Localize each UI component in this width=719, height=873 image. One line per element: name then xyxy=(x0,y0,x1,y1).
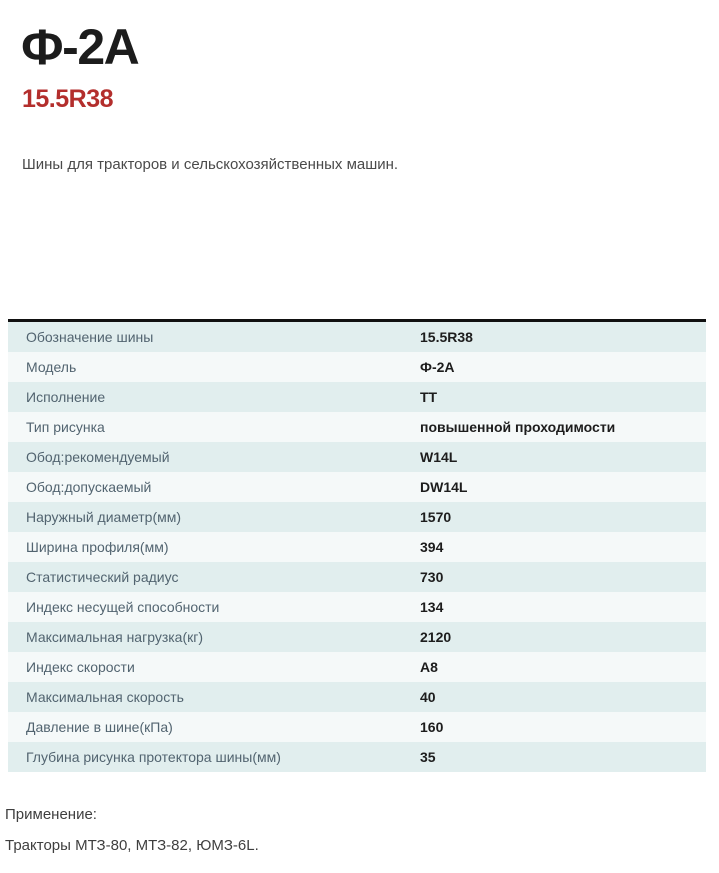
spec-value: DW14L xyxy=(420,479,468,495)
table-row xyxy=(8,532,706,562)
page-title: Ф-2А xyxy=(21,19,139,75)
image-placeholder xyxy=(22,185,422,305)
table-row xyxy=(8,442,706,472)
spec-label: Глубина рисунка протектора шины(мм) xyxy=(26,749,281,765)
spec-label: Тип рисунка xyxy=(26,419,105,435)
table-row xyxy=(8,412,706,442)
spec-value: 134 xyxy=(420,599,444,615)
table-row xyxy=(8,562,706,592)
table-row xyxy=(8,712,706,742)
spec-value: 1570 xyxy=(420,509,452,525)
spec-value: W14L xyxy=(420,449,458,465)
spec-label: Индекс скорости xyxy=(26,659,135,675)
spec-value: 394 xyxy=(420,539,444,555)
spec-value: 730 xyxy=(420,569,444,585)
spec-value: Ф-2А xyxy=(420,359,455,375)
spec-value: 40 xyxy=(420,689,436,705)
tire-size-label: 15.5R38 xyxy=(22,85,114,113)
table-row xyxy=(8,682,706,712)
spec-label: Максимальная нагрузка(кг) xyxy=(26,629,204,645)
spec-label: Модель xyxy=(26,359,77,375)
spec-label: Ширина профиля(мм) xyxy=(26,539,169,555)
table-row xyxy=(8,652,706,682)
table-row xyxy=(8,472,706,502)
spec-value: повышенной проходимости xyxy=(420,419,616,435)
spec-label: Индекс несущей способности xyxy=(26,599,220,615)
spec-label: Обод:допускаемый xyxy=(26,479,152,495)
table-row xyxy=(8,742,706,772)
application-heading: Применение: xyxy=(5,806,97,823)
product-description: Шины для тракторов и сельскохозяйственных машин. xyxy=(22,156,399,173)
spec-label: Исполнение xyxy=(26,389,106,405)
spec-value: 35 xyxy=(420,749,436,765)
spec-label: Статистический радиус xyxy=(26,569,179,585)
table-row xyxy=(8,592,706,622)
table-row xyxy=(8,622,706,652)
spec-label: Давление в шине(кПа) xyxy=(26,719,173,735)
spec-value: A8 xyxy=(420,659,438,675)
application-text: Тракторы МТЗ-80, МТЗ-82, ЮМЗ-6L. xyxy=(5,837,259,854)
spec-label: Обозначение шины xyxy=(26,329,154,345)
table-row xyxy=(8,352,706,382)
table-row xyxy=(8,322,706,352)
application-section xyxy=(5,806,259,854)
spec-value: 2120 xyxy=(420,629,452,645)
spec-label: Наружный диаметр(мм) xyxy=(26,509,182,525)
specs-table xyxy=(8,319,706,772)
spec-value: TT xyxy=(420,389,438,405)
table-row xyxy=(8,502,706,532)
table-row xyxy=(8,382,706,412)
spec-value: 160 xyxy=(420,719,444,735)
spec-label: Обод:рекомендуемый xyxy=(26,449,170,465)
spec-label: Максимальная скорость xyxy=(26,689,184,705)
spec-value: 15.5R38 xyxy=(420,329,473,345)
